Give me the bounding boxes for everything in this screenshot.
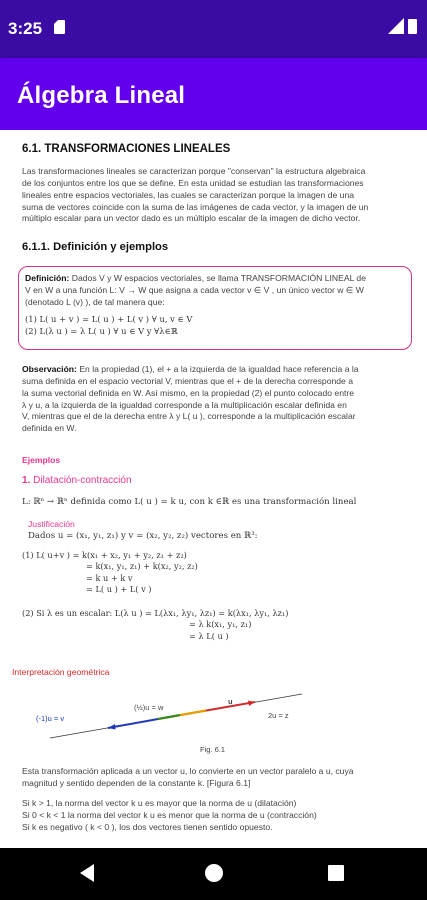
closing-line: Esta transformación aplicada a un vector u, lo convierte en un vector paralelo a u, cuya <box>22 766 354 776</box>
vector-half-u <box>158 715 180 719</box>
observation-line: En la propiedad (1), el + a la izquierda de la igualdad hace referencia a la <box>76 364 359 374</box>
intro-line: de los conjuntos entre los que se define. En esta unidad se estudian las transformaciones <box>22 177 364 188</box>
battery-icon <box>408 19 417 34</box>
observation-label: Observación: <box>22 364 77 374</box>
equation-line: = λ k(x₁, y₁, z₁) <box>189 619 252 630</box>
geometric-heading: Interpretación geométrica <box>12 667 110 677</box>
equation-line: = k(x₁, y₁, z₁) + k(x₂, y₂, z₂) <box>86 561 198 572</box>
example-title: Dilatación-contracción <box>33 475 132 486</box>
label-2u: 2u = z <box>268 711 289 720</box>
definition-box <box>18 266 412 350</box>
equation-line: (2) Si λ es un escalar: L(λ u ) = L(λx₁, λy₁, λz₁) = k(λx₁, λy₁, λz₁) <box>22 608 289 618</box>
vector-neg-u <box>108 719 158 728</box>
definition-property: (1) L( u + v ) = L( u ) + L( v ) ∀ u, v ∈ V <box>25 313 193 324</box>
equation-line: (1) L( u+v ) = k(x₁ + x₂, y₁ + y₂, z₁ + z₂) <box>22 550 187 560</box>
recents-icon[interactable] <box>328 865 344 881</box>
definition-property: (2) L(λ u ) = λ L( u ) ∀ u ∈ V y ∀λ∈ℝ <box>25 326 178 337</box>
status-time: 3:25 <box>8 19 43 38</box>
observation-line: definida en W. <box>22 423 77 434</box>
case-item: Si k > 1, la norma del vector k u es mayor que la norma de u (dilatación) <box>22 798 297 808</box>
justification-scalar <box>22 608 288 642</box>
sim-icon <box>54 20 65 34</box>
closing-paragraph <box>22 766 410 790</box>
observation-line: V, mientras que el de la derecha entre λ y L( u ), corresponde a la multiplicación escalar <box>22 411 356 422</box>
case-item: Si k es negativo ( k < 0 ), los dos vectores tienen sentido opuesto. <box>22 821 273 832</box>
app-bar <box>0 58 427 130</box>
cases-list <box>22 798 410 834</box>
intro-line: suma de vectores coincide con la suma de las imágenes de cada vector, y la imagen de un <box>22 201 369 212</box>
back-icon[interactable] <box>80 864 94 882</box>
equation-line: = k u + k v <box>86 572 133 583</box>
intro-line: lineales entre espacios vectoriales, las cuales se caracterizan porque la imagen de una <box>22 189 355 200</box>
closing-line: magnitud y sentido dependen de la constante k. [Figura 6.1] <box>22 777 251 788</box>
equation-line: = L( u ) + L( v ) <box>86 583 152 594</box>
examples-heading: Ejemplos <box>22 455 61 465</box>
definition-line: (denotado L (v) ), de tal manera que: <box>25 296 165 307</box>
navigation-bar <box>0 848 427 900</box>
justification-sum <box>22 550 198 595</box>
example-1-title <box>22 474 132 488</box>
label-u: u <box>228 697 233 706</box>
justification-heading: Justificación <box>28 519 75 529</box>
observation-line: suma definida en el espacio vectorial V, mientras que el + de la derecha corresponde a <box>22 375 353 386</box>
case-item: Si 0 < k < 1 la norma del vector k u es menor que la norma de u (contracción) <box>22 809 317 820</box>
figure-caption: Fig. 6.1 <box>200 745 226 754</box>
observation-paragraph <box>22 364 410 435</box>
label-neg-u: (-1)u = v <box>36 714 65 723</box>
label-half-u: (½)u = w <box>134 703 164 712</box>
justification-given: Dados u = (x₁, y₁, z₁) y v = (x₂, y₂, z₂) vectores en ℝ³: <box>28 531 258 541</box>
status-bar <box>0 0 427 58</box>
signal-icon <box>388 18 404 34</box>
example-1-statement: L: ℝⁿ → ℝⁿ definida como L( u ) = k u, con k ∈ℝ es una transformación lineal <box>22 497 357 507</box>
definition-line: V en W a una función L: V → W que asigna a cada vector v ∈ V , un único vector w ∈ W <box>25 284 364 295</box>
app-title: Álgebra Lineal <box>17 82 186 109</box>
observation-line: la suma vectorial definida en W. Así mismo, en la propiedad (2) el punto colocado entre <box>22 387 354 398</box>
observation-line: λ y u, a la izquierda de la igualdad corresponde a la multiplicación escalar definida en <box>22 399 347 410</box>
intro-paragraph <box>22 166 410 225</box>
subsection-title: 6.1.1. Definición y ejemplos <box>22 241 169 253</box>
example-number: 1. <box>22 475 31 486</box>
intro-line: múltiplo escalar para un vector dado es un múltiplo escalar de la imagen de dicho vector. <box>22 213 361 224</box>
definition-label: Definición: <box>25 273 70 283</box>
intro-line: Las transformaciones lineales se caracterizan porque "conservan" la estructura algebraica <box>22 166 366 176</box>
home-icon[interactable] <box>205 864 223 882</box>
definition-line: Dados V y W espacios vectoriales, se llama TRANSFORMACIÓN LINEAL de <box>69 273 366 283</box>
equation-line: = λ L( u ) <box>189 630 229 641</box>
section-title: 6.1. TRANSFORMACIONES LINEALES <box>22 143 231 155</box>
document-content[interactable] <box>0 130 427 848</box>
